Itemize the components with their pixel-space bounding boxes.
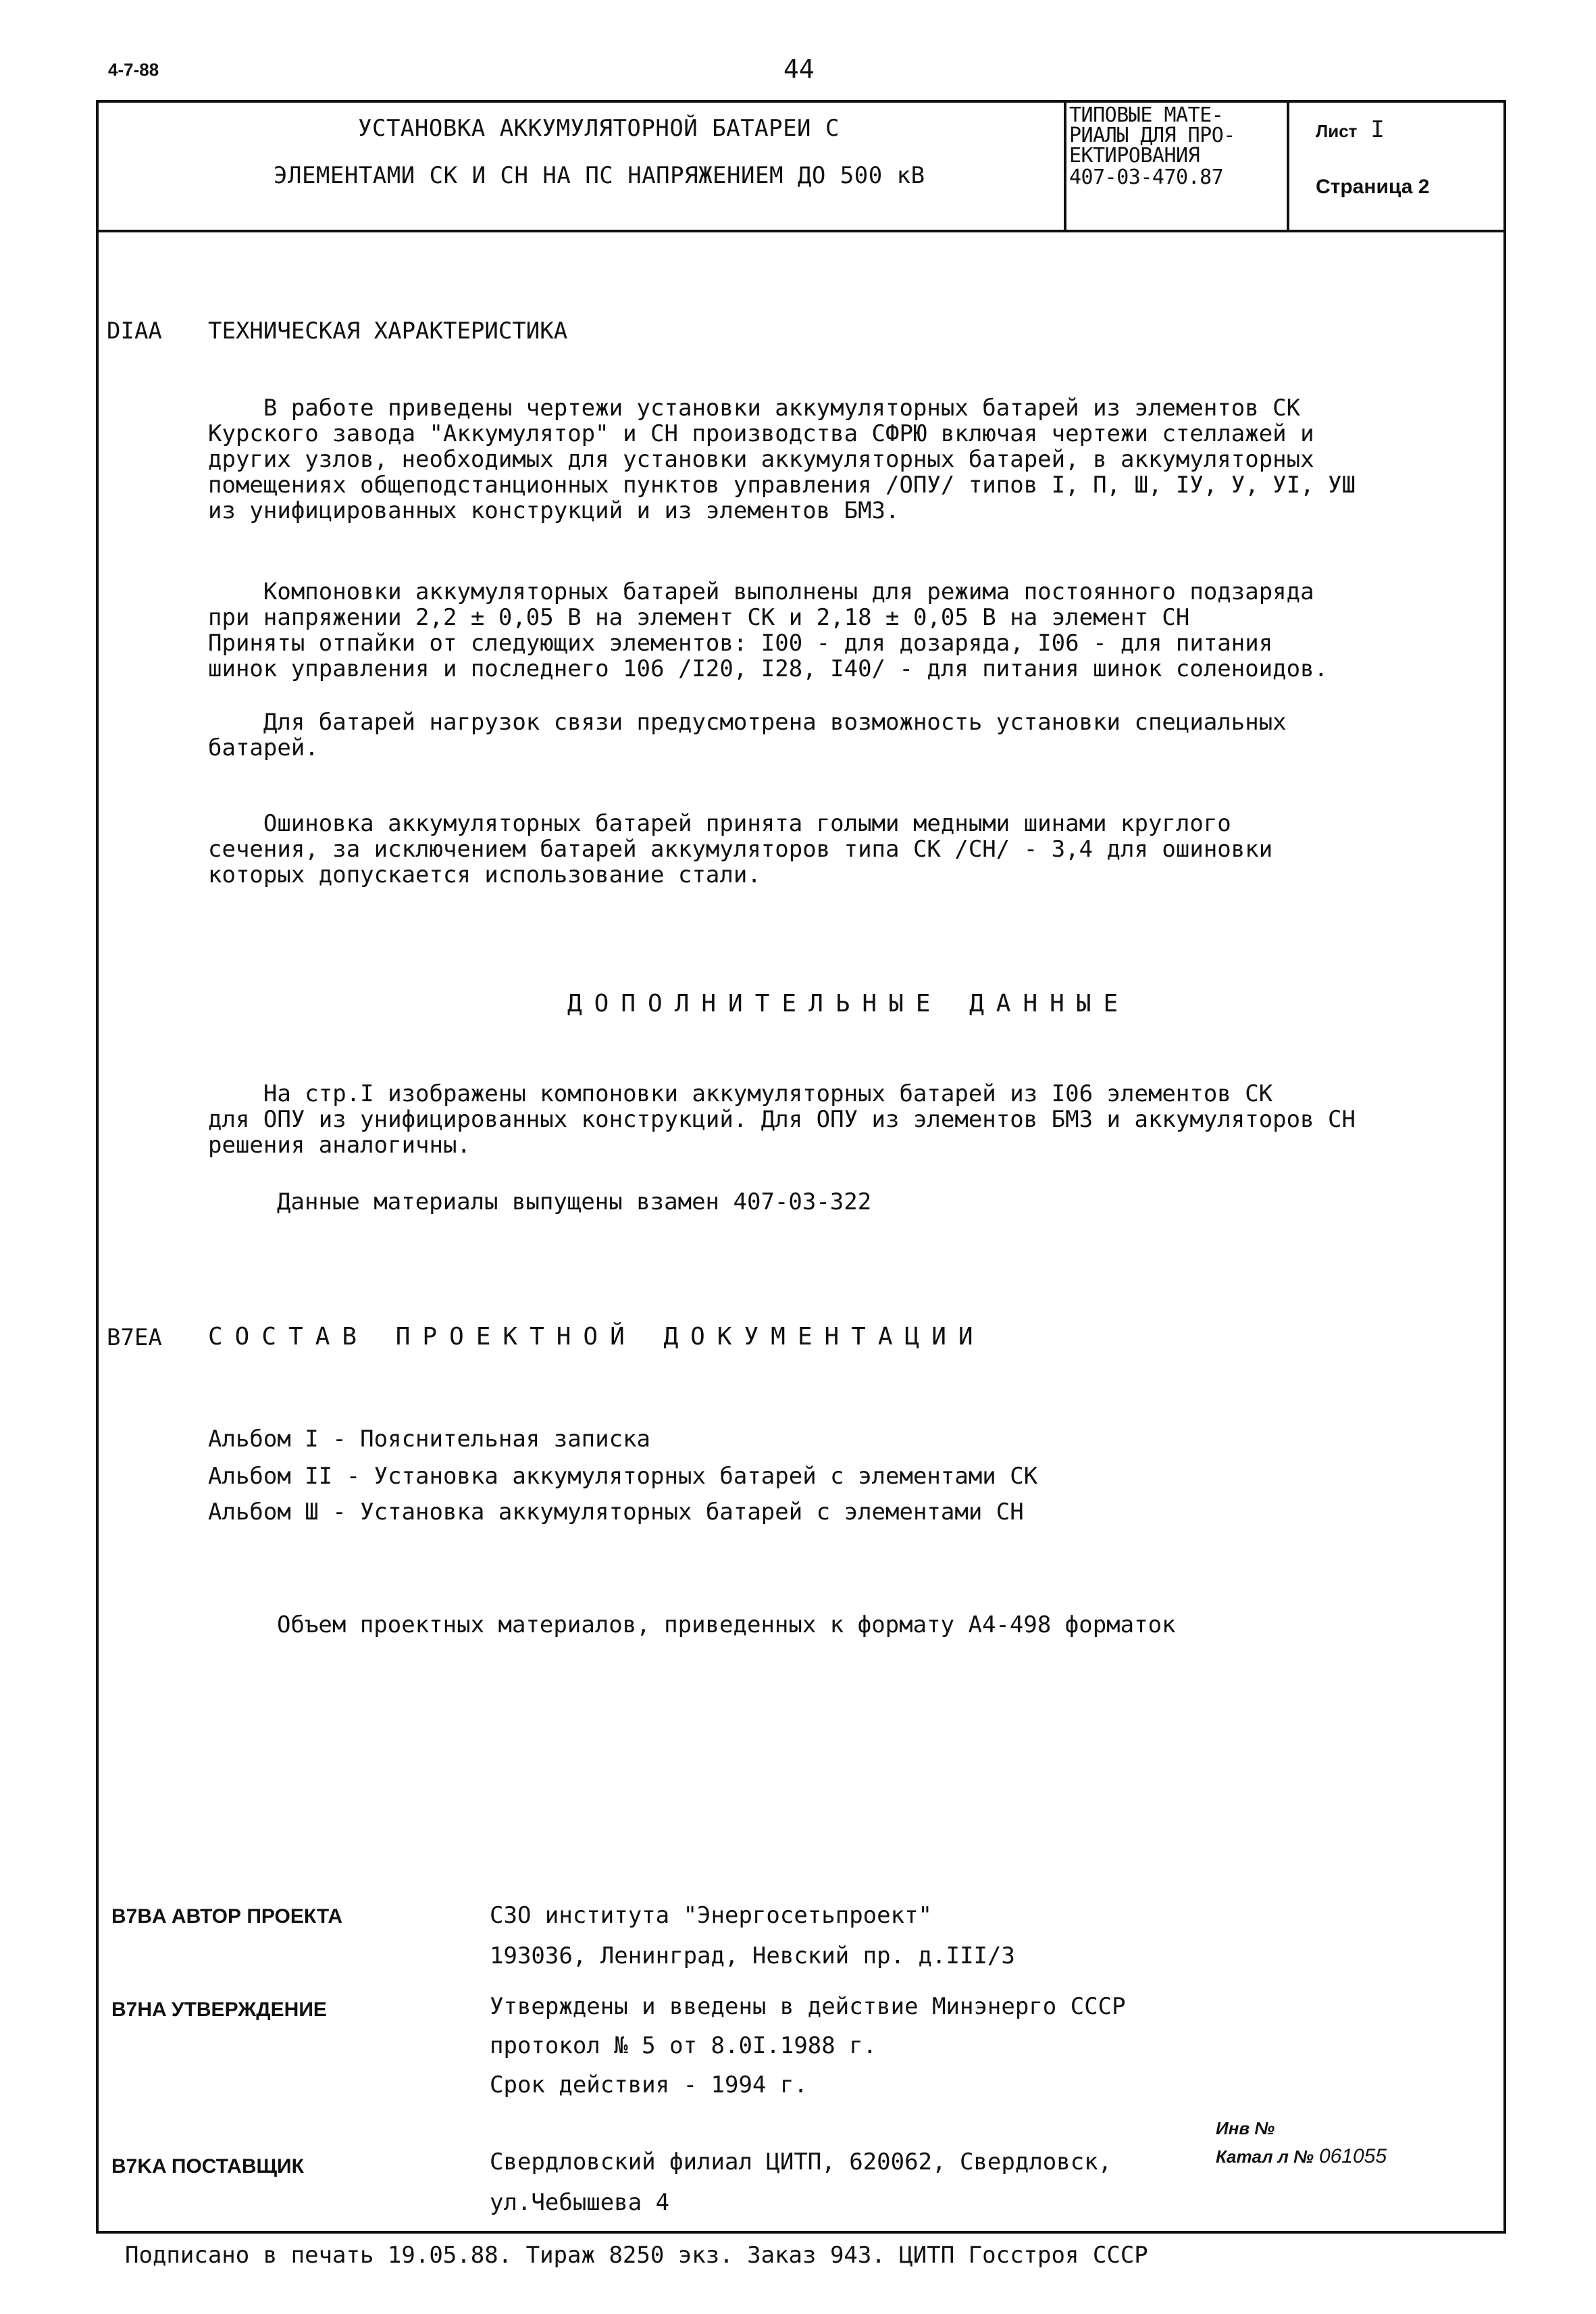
section-code: B7EA <box>107 1324 162 1351</box>
paragraph: На стр.I изображены компоновки аккумуляторных батарей из I06 элементов СК для ОПУ из унифицированных конструкций. Для ОПУ из элементов БМЗ и аккумуляторов СН решения аналогичны. <box>208 1080 1356 1159</box>
supplier-line: ул.Чебышева 4 <box>490 2189 670 2216</box>
album-item: Альбом I - Пояснительная записка <box>208 1426 651 1453</box>
supplier-label: B7KA ПОСТАВЩИК <box>111 2155 304 2178</box>
section-title-tech: ТЕХНИЧЕСКАЯ ХАРАКТЕРИСТИКА <box>208 318 568 345</box>
print-footer: Подписано в печать 19.05.88. Тираж 8250 экз. Заказ 943. ЦИТП Госстроя СССР <box>125 2242 1148 2269</box>
series-number: 407-03-470.87 <box>1069 166 1224 189</box>
paragraph: Для батарей нагрузок связи предусмотрена возможность установки специальных батарей. <box>208 709 1287 761</box>
catalog-number: 061055 <box>1318 2145 1387 2167</box>
supplier-line: Свердловский филиал ЦИТП, 620062, Свердловск, <box>490 2148 1112 2175</box>
approval-line: Срок действия - 1994 г. <box>490 2071 808 2098</box>
section-title-docs: СОСТАВ ПРОЕКТНОЙ ДОКУМЕНТАЦИИ <box>208 1323 985 1351</box>
document-title-line-2: ЭЛЕМЕНТАМИ СК И СН НА ПС НАПРЯЖЕНИЕМ ДО 500 кВ <box>274 162 925 189</box>
catalog-label: Катал л № <box>1216 2146 1314 2167</box>
title-block-divider <box>1287 100 1289 232</box>
inventory-label: Инв № <box>1216 2118 1275 2138</box>
approval-line: Утверждены и введены в действие Минэнерго СССР <box>490 1993 1126 2020</box>
volume-note: Объем проектных материалов, приведенных к формату А4-498 форматок <box>277 1611 1176 1638</box>
series-line: РИАЛЫ ДЛЯ ПРО- <box>1069 124 1235 147</box>
page-number: 44 <box>783 54 815 84</box>
paragraph: Данные материалы выпущены взамен 407-03-322 <box>277 1188 872 1215</box>
title-block-divider <box>1064 100 1066 232</box>
catalog-field <box>1216 2145 1387 2168</box>
series-line: ЕКТИРОВАНИЯ <box>1069 144 1200 168</box>
approval-label: B7HA УТВЕРЖДЕНИЕ <box>111 1998 327 2021</box>
author-line: СЗО института "Энергосетьпроект" <box>490 1902 933 1929</box>
paragraph: Ошиновка аккумуляторных батарей принята голыми медными шинами круглого сечения, за исключением батарей аккумуляторов типа СК /СН/ - 3,4 для ошиновки которых допускается использование стали. <box>208 810 1273 888</box>
author-label: B7BA АВТОР ПРОЕКТА <box>111 1905 343 1928</box>
document-code: 4-7-88 <box>108 59 159 80</box>
page-label: Страница 2 <box>1316 176 1430 198</box>
author-line: 193036, Ленинград, Невский пр. д.III/3 <box>490 1942 1015 1969</box>
document-title-line-1: УСТАНОВКА АККУМУЛЯТОРНОЙ БАТАРЕИ С <box>358 115 840 142</box>
sheet-field <box>1316 116 1385 143</box>
approval-line: протокол № 5 от 8.0I.1988 г. <box>490 2032 877 2059</box>
section-code: DIAA <box>107 318 162 345</box>
album-item: Альбом Ш - Установка аккумуляторных батарей с элементами СН <box>208 1499 1024 1526</box>
album-item: Альбом II - Установка аккумуляторных батарей с элементами СК <box>208 1463 1038 1490</box>
paragraph: Компоновки аккумуляторных батарей выполнены для режима постоянного подзаряда при напряжении 2,2 ± 0,05 В на элемент СК и 2,18 ± 0,05 В на элемент СН Приняты отпайки от следующих элементов: I00 - для дозаряда, I06 - для питания шинок управления и последнего 106 /I20, I28, I40/ - для питания шинок соленоидов. <box>208 578 1329 682</box>
sheet-label: Лист <box>1316 121 1358 141</box>
sheet-value: I <box>1370 116 1385 143</box>
series-line: ТИПОВЫЕ МАТЕ- <box>1069 103 1224 127</box>
paragraph: В работе приведены чертежи установки аккумуляторных батарей из элементов СК Курского завода "Аккумулятор" и СН производства СФРЮ включая чертежи стеллажей и других узлов, необходимых для установки аккумуляторных батарей, в аккумуляторных помещениях общеподстанционных пунктов управления /ОПУ/ типов I, П, Ш, IУ, У, УI, УШ из унифицированных конструкций и из элементов БМЗ. <box>208 395 1356 524</box>
section-title-additional: ДОПОЛНИТЕЛЬНЫЕ ДАННЫЕ <box>567 990 1131 1017</box>
